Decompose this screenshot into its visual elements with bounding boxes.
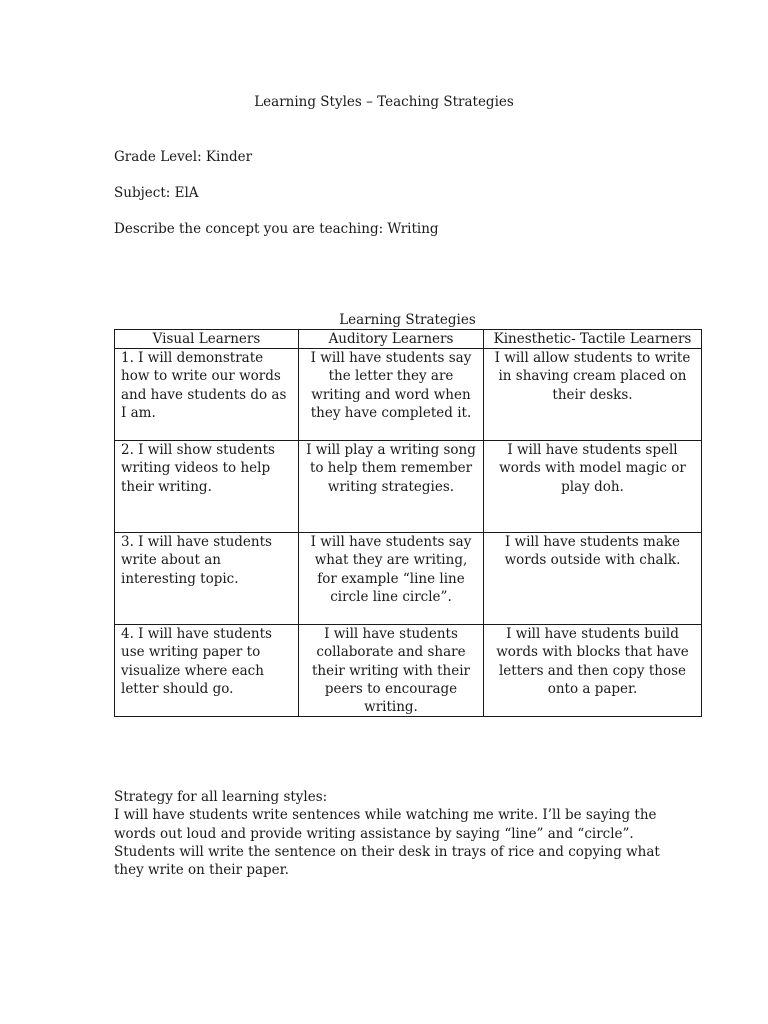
visual-cell: 3. I will have students write about an interesting topic. bbox=[115, 533, 299, 625]
table-row bbox=[115, 625, 702, 717]
subject: Subject: ElA bbox=[114, 185, 199, 201]
table-row bbox=[115, 533, 702, 625]
strategy-heading: Strategy for all learning styles: bbox=[114, 789, 328, 805]
visual-cell: 4. I will have students use writing paper to visualize where each letter should go. bbox=[115, 625, 299, 717]
table-row bbox=[115, 441, 702, 533]
strategy-body: I will have students write sentences while watching me write. I’ll be saying the words out loud and provide writing assistance by saying “line” and “circle”. Students will write the sentence on their desk in trays of rice and copying what they write on their paper. bbox=[114, 807, 660, 879]
header-auditory-learners: Auditory Learners bbox=[299, 330, 484, 349]
table-caption: Learning Strategies bbox=[339, 312, 476, 328]
kinesthetic-cell: I will allow students to write in shaving cream placed on their desks. bbox=[484, 349, 702, 441]
kinesthetic-cell: I will have students build words with blocks that have letters and then copy those onto a paper. bbox=[484, 625, 702, 717]
kinesthetic-cell: I will have students make words outside with chalk. bbox=[484, 533, 702, 625]
kinesthetic-cell: I will have students spell words with model magic or play doh. bbox=[484, 441, 702, 533]
header-visual-learners: Visual Learners bbox=[115, 330, 299, 349]
concept: Describe the concept you are teaching: Writing bbox=[114, 221, 439, 237]
visual-cell: 2. I will show students writing videos to help their writing. bbox=[115, 441, 299, 533]
auditory-cell: I will have students say the letter they are writing and word when they have completed it. bbox=[299, 349, 484, 441]
auditory-cell: I will play a writing song to help them remember writing strategies. bbox=[299, 441, 484, 533]
visual-cell: 1. I will demonstrate how to write our words and have students do as I am. bbox=[115, 349, 299, 441]
auditory-cell: I will have students collaborate and share their writing with their peers to encourage writing. bbox=[299, 625, 484, 717]
grade-level: Grade Level: Kinder bbox=[114, 149, 253, 165]
auditory-cell: I will have students say what they are writing, for example “line line circle line circle”. bbox=[299, 533, 484, 625]
strategy-for-all-section bbox=[114, 788, 674, 879]
document-title: Learning Styles – Teaching Strategies bbox=[254, 94, 514, 110]
header-kinesthetic-learners: Kinesthetic- Tactile Learners bbox=[484, 330, 702, 349]
table-header-row bbox=[115, 330, 702, 349]
table-row bbox=[115, 349, 702, 441]
learning-strategies-table bbox=[114, 329, 702, 717]
